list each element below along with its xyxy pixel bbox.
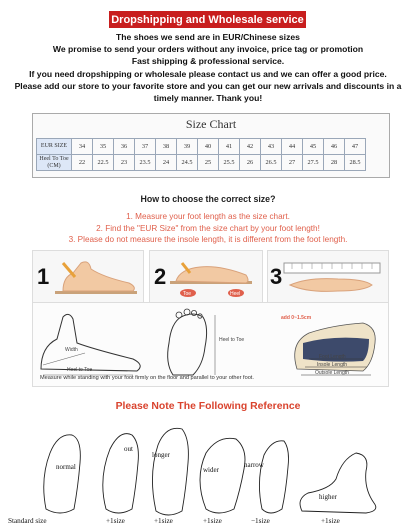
step-number: 1: [37, 264, 50, 289]
size-label-out: +1size: [106, 517, 125, 525]
outsole-length-label: Outsole Length: [315, 370, 349, 376]
hand-label-wider: wider: [203, 466, 219, 474]
add-length-label: add 0~1.5cm: [281, 315, 312, 321]
foot-reference: [8, 419, 408, 529]
size-label-wider: +1size: [203, 517, 222, 525]
width-line: [43, 353, 85, 365]
size-label-higher: +1size: [321, 517, 340, 525]
service-banner: Dropshipping and Wholesale service: [109, 11, 306, 28]
foot-length-label: Foot Length: [319, 354, 346, 360]
eur-cell: 44: [282, 139, 303, 155]
eur-cell: 35: [93, 139, 114, 155]
foot-longer: [152, 428, 188, 515]
size-label-longer: +1size: [154, 517, 173, 525]
eur-cell: 38: [156, 139, 177, 155]
width-label: Width: [65, 347, 78, 353]
hand-label-higher: higher: [319, 493, 337, 501]
notice-line: We promise to send your orders without any invoice, price tag or promotion: [52, 44, 364, 55]
cm-cell: 24: [156, 155, 177, 171]
cm-row: [37, 155, 366, 171]
step-number: 3: [270, 264, 283, 289]
foot-side-illustration: [33, 251, 143, 303]
foot-sole: [290, 279, 372, 292]
how-to-choose-title: How to choose the correct size?: [140, 194, 276, 204]
eur-cell: 40: [198, 139, 219, 155]
hand-label-normal: normal: [56, 463, 76, 471]
cm-cell: 23: [114, 155, 135, 171]
step-line: 1. Measure your foot length as the size chart.: [126, 212, 290, 221]
cm-cell: 27: [282, 155, 303, 171]
toe-label: Toe: [183, 291, 192, 297]
reference-title: Please Note The Following Reference: [115, 401, 301, 412]
cm-cell: 23.5: [135, 155, 156, 171]
eur-cell: 39: [177, 139, 198, 155]
heel-to-toe-label: Heel to Toe: [67, 367, 93, 373]
eur-cell: 34: [72, 139, 93, 155]
hand-label-longer: longer: [152, 451, 170, 459]
cm-cell: 27.5: [303, 155, 324, 171]
eur-cell: 42: [240, 139, 261, 155]
cm-cell: 28.5: [345, 155, 366, 171]
cm-cell: 28: [324, 155, 345, 171]
insole-length-label: Insole Length: [317, 362, 348, 368]
measure-illustration: [33, 303, 388, 386]
notice-line: Fast shipping & professional service.: [131, 56, 285, 67]
eur-cell: 37: [135, 139, 156, 155]
step-line: 3. Please do not measure the insole length, it is different from the foot length.: [68, 235, 348, 244]
foot-outline-side: [41, 314, 140, 371]
notice-line: If you need dropshipping or wholesale please contact us and we can offer a good price.: [29, 68, 387, 79]
cm-cell: 22.5: [93, 155, 114, 171]
eur-cell: 45: [303, 139, 324, 155]
heel-to-toe-label: Heel To Toe (CM): [37, 155, 72, 171]
eur-cell: 41: [219, 139, 240, 155]
eur-cell: 43: [261, 139, 282, 155]
foot-outline-top: [168, 314, 207, 375]
cm-cell: 25.5: [219, 155, 240, 171]
heel-to-toe-label-2: Heel to Toe: [219, 337, 245, 343]
cm-cell: 22: [72, 155, 93, 171]
eur-cell: 36: [114, 139, 135, 155]
foot-top-illustration: [150, 251, 262, 303]
size-label-standard: Standard size: [8, 517, 47, 525]
cm-cell: 24.5: [177, 155, 198, 171]
step-line: 2. Find the "EUR Size" from the size chart by your foot length!: [96, 223, 320, 233]
step-panel-2: [149, 250, 263, 304]
step-panel-3: [267, 250, 389, 304]
size-chart-title: Size Chart: [185, 117, 237, 131]
cm-cell: 26.5: [261, 155, 282, 171]
eur-label: EUR SIZE: [37, 139, 72, 155]
step-panel-1: [32, 250, 144, 304]
foot-wider: [200, 438, 245, 513]
measure-caption: Measure while standing with your foot firmly on the floor and parallel to your other foot.: [40, 375, 254, 381]
foot-shapes: [40, 419, 408, 529]
foot-higher: [300, 453, 376, 513]
measure-steps: [0, 211, 416, 246]
notice-line: The shoes we send are in EUR/Chinese sizes: [116, 32, 300, 42]
size-table: [36, 138, 366, 171]
store-notice: [0, 31, 416, 104]
foot-narrow: [259, 441, 288, 513]
eur-cell: 47: [345, 139, 366, 155]
step-number: 2: [154, 264, 167, 289]
heel-label: Heel: [230, 291, 241, 297]
size-label-narrow: −1size: [251, 517, 270, 525]
eur-cell: 46: [324, 139, 345, 155]
size-chart: [32, 113, 390, 178]
cm-cell: 26: [240, 155, 261, 171]
foot-normal: [44, 435, 81, 513]
cm-cell: 25: [198, 155, 219, 171]
hand-label-narrow: narrow: [244, 461, 264, 469]
eur-row: [37, 139, 366, 155]
notice-line: Please add our store to your favorite store and you can get our new arrivals and discounts in a timely manner. Thank you!: [14, 80, 402, 104]
foot-out: [103, 434, 139, 513]
hand-label-out: out: [124, 445, 133, 453]
ruler-illustration: [268, 251, 388, 303]
